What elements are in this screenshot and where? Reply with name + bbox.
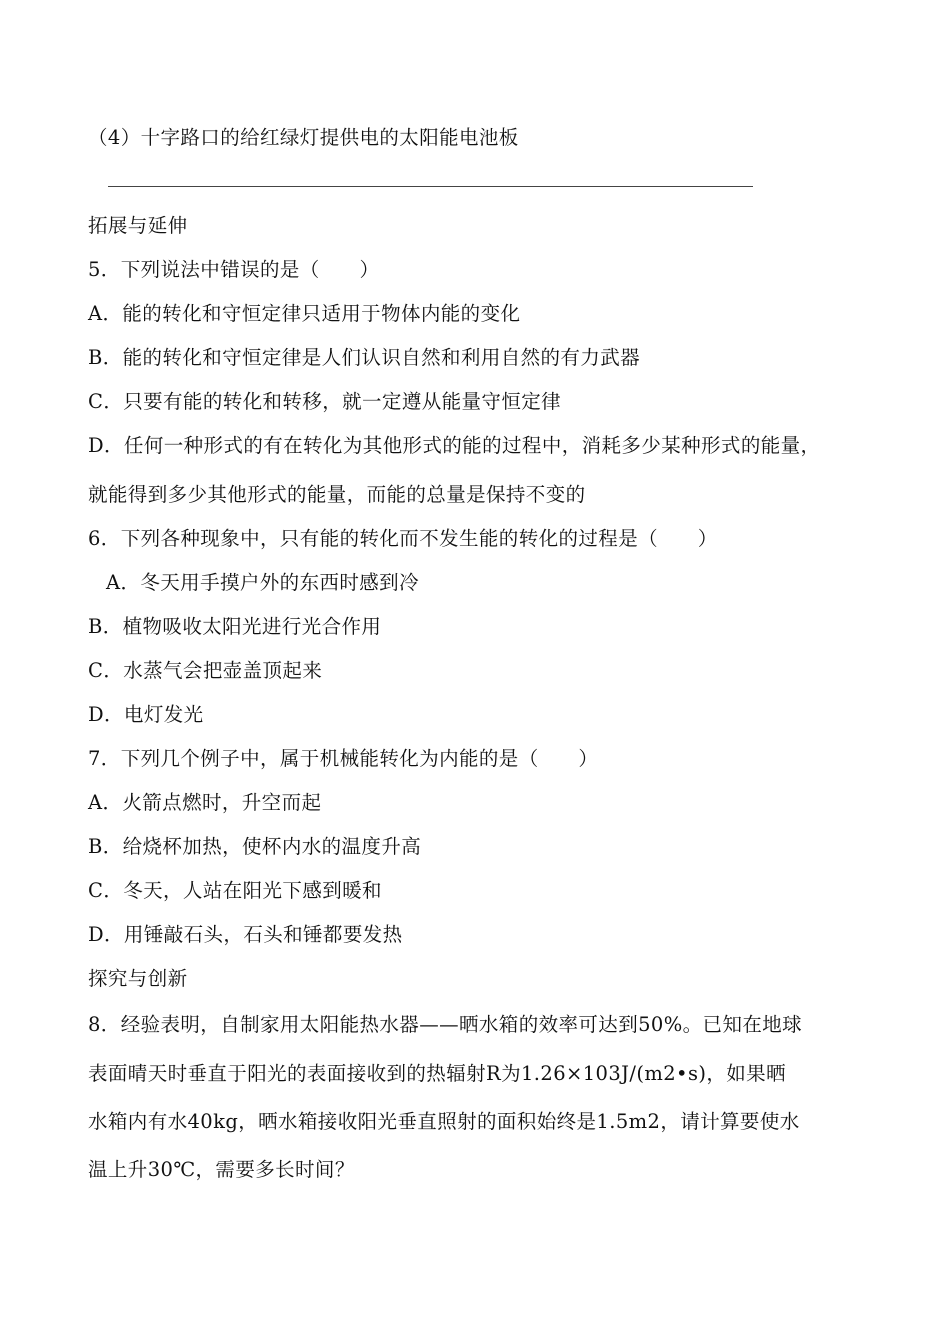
q8-line-3: 水箱内有水40kg，晒水箱接收阳光垂直照射的面积始终是1.5m2，请计算要使水 xyxy=(88,1110,800,1133)
q7-option-d: D．用锤敲石头，石头和锤都要发热 xyxy=(88,923,403,946)
q5-stem: 5．下列说法中错误的是（ ） xyxy=(88,258,380,281)
q7-option-c: C．冬天，人站在阳光下感到暖和 xyxy=(88,879,382,902)
q8-line-1: 8．经验表明，自制家用太阳能热水器——晒水箱的效率可达到50%。已知在地球 xyxy=(88,1013,803,1036)
q8-line-4: 温上升30℃，需要多长时间？ xyxy=(88,1158,355,1181)
q6-option-a: A．冬天用手摸户外的东西时感到冷 xyxy=(106,571,419,594)
q6-option-d: D．电灯发光 xyxy=(88,703,204,726)
q7-option-a: A．火箭点燃时，升空而起 xyxy=(88,791,322,814)
section-heading-extension: 拓展与延伸 xyxy=(88,214,188,237)
section-heading-inquiry: 探究与创新 xyxy=(88,967,188,990)
q5-option-b: B．能的转化和守恒定律是人们认识自然和利用自然的有力武器 xyxy=(88,346,641,369)
q6-stem: 6．下列各种现象中，只有能的转化而不发生能的转化的过程是（ ） xyxy=(88,527,718,550)
q5-option-d: D．任何一种形式的有在转化为其他形式的能的过程中，消耗多少某种形式的能量， xyxy=(88,434,821,457)
q6-option-c: C．水蒸气会把壶盖顶起来 xyxy=(88,659,323,682)
q5-option-a: A．能的转化和守恒定律只适用于物体内能的变化 xyxy=(88,302,521,325)
q5-option-d-continued: 就能得到多少其他形式的能量，而能的总量是保持不变的 xyxy=(88,483,586,506)
q6-option-b: B．植物吸收太阳光进行光合作用 xyxy=(88,615,382,638)
q7-stem: 7．下列几个例子中，属于机械能转化为内能的是（ ） xyxy=(88,747,599,770)
q4-item: （4）十字路口的给红绿灯提供电的太阳能电池板 xyxy=(88,126,519,149)
q5-option-c: C．只要有能的转化和转移，就一定遵从能量守恒定律 xyxy=(88,390,562,413)
answer-blank-line xyxy=(108,186,753,187)
q7-option-b: B．给烧杯加热，使杯内水的温度升高 xyxy=(88,835,422,858)
q8-line-2: 表面晴天时垂直于阳光的表面接收到的热辐射R为1.26×103J/(m2•s)，如果晒 xyxy=(88,1062,786,1085)
